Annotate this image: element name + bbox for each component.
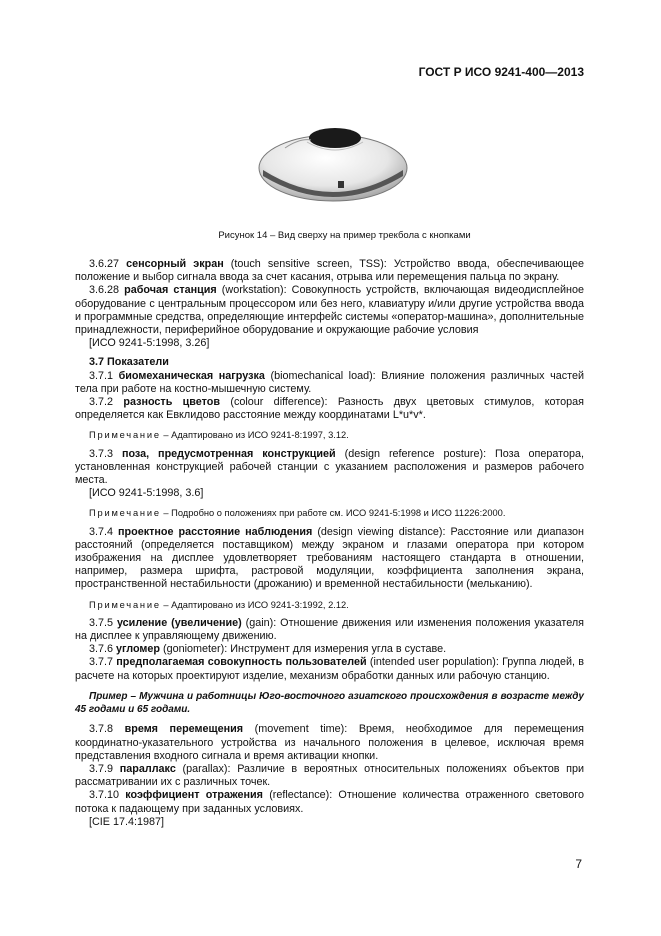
term-3-7-6: 3.7.6 угломер (goniometer): Инструмент для измерения угла в суставе. <box>89 643 447 656</box>
note-2: Примечание – Подробно о положениях при работе см. ИСО 9241-5:1998 и ИСО 11226:2000. <box>89 508 506 519</box>
term-3-7-3: 3.7.3 поза, предусмотренная конструкцией (design reference posture): Поза оператора, установленная конструкцией рабочей станции с указанием расположения и размеров рабочего места. <box>75 447 584 487</box>
note-3: Примечание – Адаптировано из ИСО 9241-3:1992, 2.12. <box>89 599 349 610</box>
ref-3-7-3: [ИСО 9241-5:1998, 3.6] <box>89 487 204 500</box>
term-3-7-9: 3.7.9 параллакс (parallax): Различие в вероятных относительных положениях объектов при рассматривании их с различных точек. <box>75 762 584 789</box>
term-3-7-7: 3.7.7 предполагаемая совокупность пользователей (intended user population): Группа людей, в расчете на которых проектируют изделие, механизм обработки данных или рабочую станцию. <box>75 656 584 682</box>
document-body <box>75 258 584 829</box>
ref-3-7-10: [CIE 17.4:1987] <box>89 815 165 828</box>
term-3-6-27: 3.6.27 сенсорный экран (touch sensitive screen, TSS): Устройство ввода, обеспечивающее положение и выбор сигнала ввода за счет касания, отрыва или перемещения пальца по экрану. <box>75 258 584 284</box>
page-number: 7 <box>575 857 582 871</box>
term-3-7-5: 3.7.5 усиление (увеличение) (gain): Отношение движения или изменения положения указателя на дисплее к управляющему движению. <box>75 616 585 643</box>
term-3-6-28: 3.6.28 рабочая станция (workstation): Совокупность устройств, включающая видеодисплейное оборудование с центральным процессором или без него, клавиатуру и/или другие устройства ввода и программные средства, определяющие интерфейс системы «оператор-машина», дополнительные принадлежности, периферийное оборудование и окружающие рабочие условия <box>75 284 584 337</box>
term-3-7-8: 3.7.8 время перемещения (movement time): Время, необходимое для перемещения координатно-указательного устройства из начального положения в целевое, исключая время представления входного сигнала и время активации кнопки. <box>75 723 584 762</box>
figure-caption: Рисунок 14 – Вид сверху на пример трекбола с кнопками <box>218 230 471 241</box>
note-1: Примечание – Адаптировано из ИСО 9241-8:1997, 3.12. <box>89 430 349 441</box>
example: Пример – Мужчина и работницы Юго-восточного азиатского происхождения в возрасте между 45 годами и 65 годами. <box>75 690 584 716</box>
trackball-figure <box>255 118 410 208</box>
ref-3-6-28: [ИСО 9241-5:1998, 3.26] <box>89 337 210 350</box>
term-3-7-10: 3.7.10 коэффициент отражения (reflectance): Отношение количества отраженного светового потока к падающему при заданных условиях. <box>75 789 584 815</box>
term-3-7-2: 3.7.2 разность цветов (colour difference): Разность двух цветовых стимулов, которая определяется как Евклидово расстояние между координатами L*u*v*. <box>75 396 585 422</box>
section-3-7-heading: 3.7 Показатели <box>89 356 169 369</box>
document-header: ГОСТ Р ИСО 9241-400—2013 <box>418 65 584 79</box>
term-3-7-1: 3.7.1 биомеханическая нагрузка (biomechanical load): Влияние положения различных частей тела при работе на костно-мышечную систему. <box>75 369 585 395</box>
term-3-7-4: 3.7.4 проектное расстояние наблюдения (design viewing distance): Расстояние или диапазон расстояний (определяется поставщиком) между экраном и глазами оператора при котором изображения на дисплее удовлетворяет требованиям настоящего стандарта в отношении, например, размера шрифта, растровой модуляции, коэффициента заполнения экрана, пространственной нестабильности (дрожанию) и временной нестабильности (мельканию). <box>75 525 584 591</box>
